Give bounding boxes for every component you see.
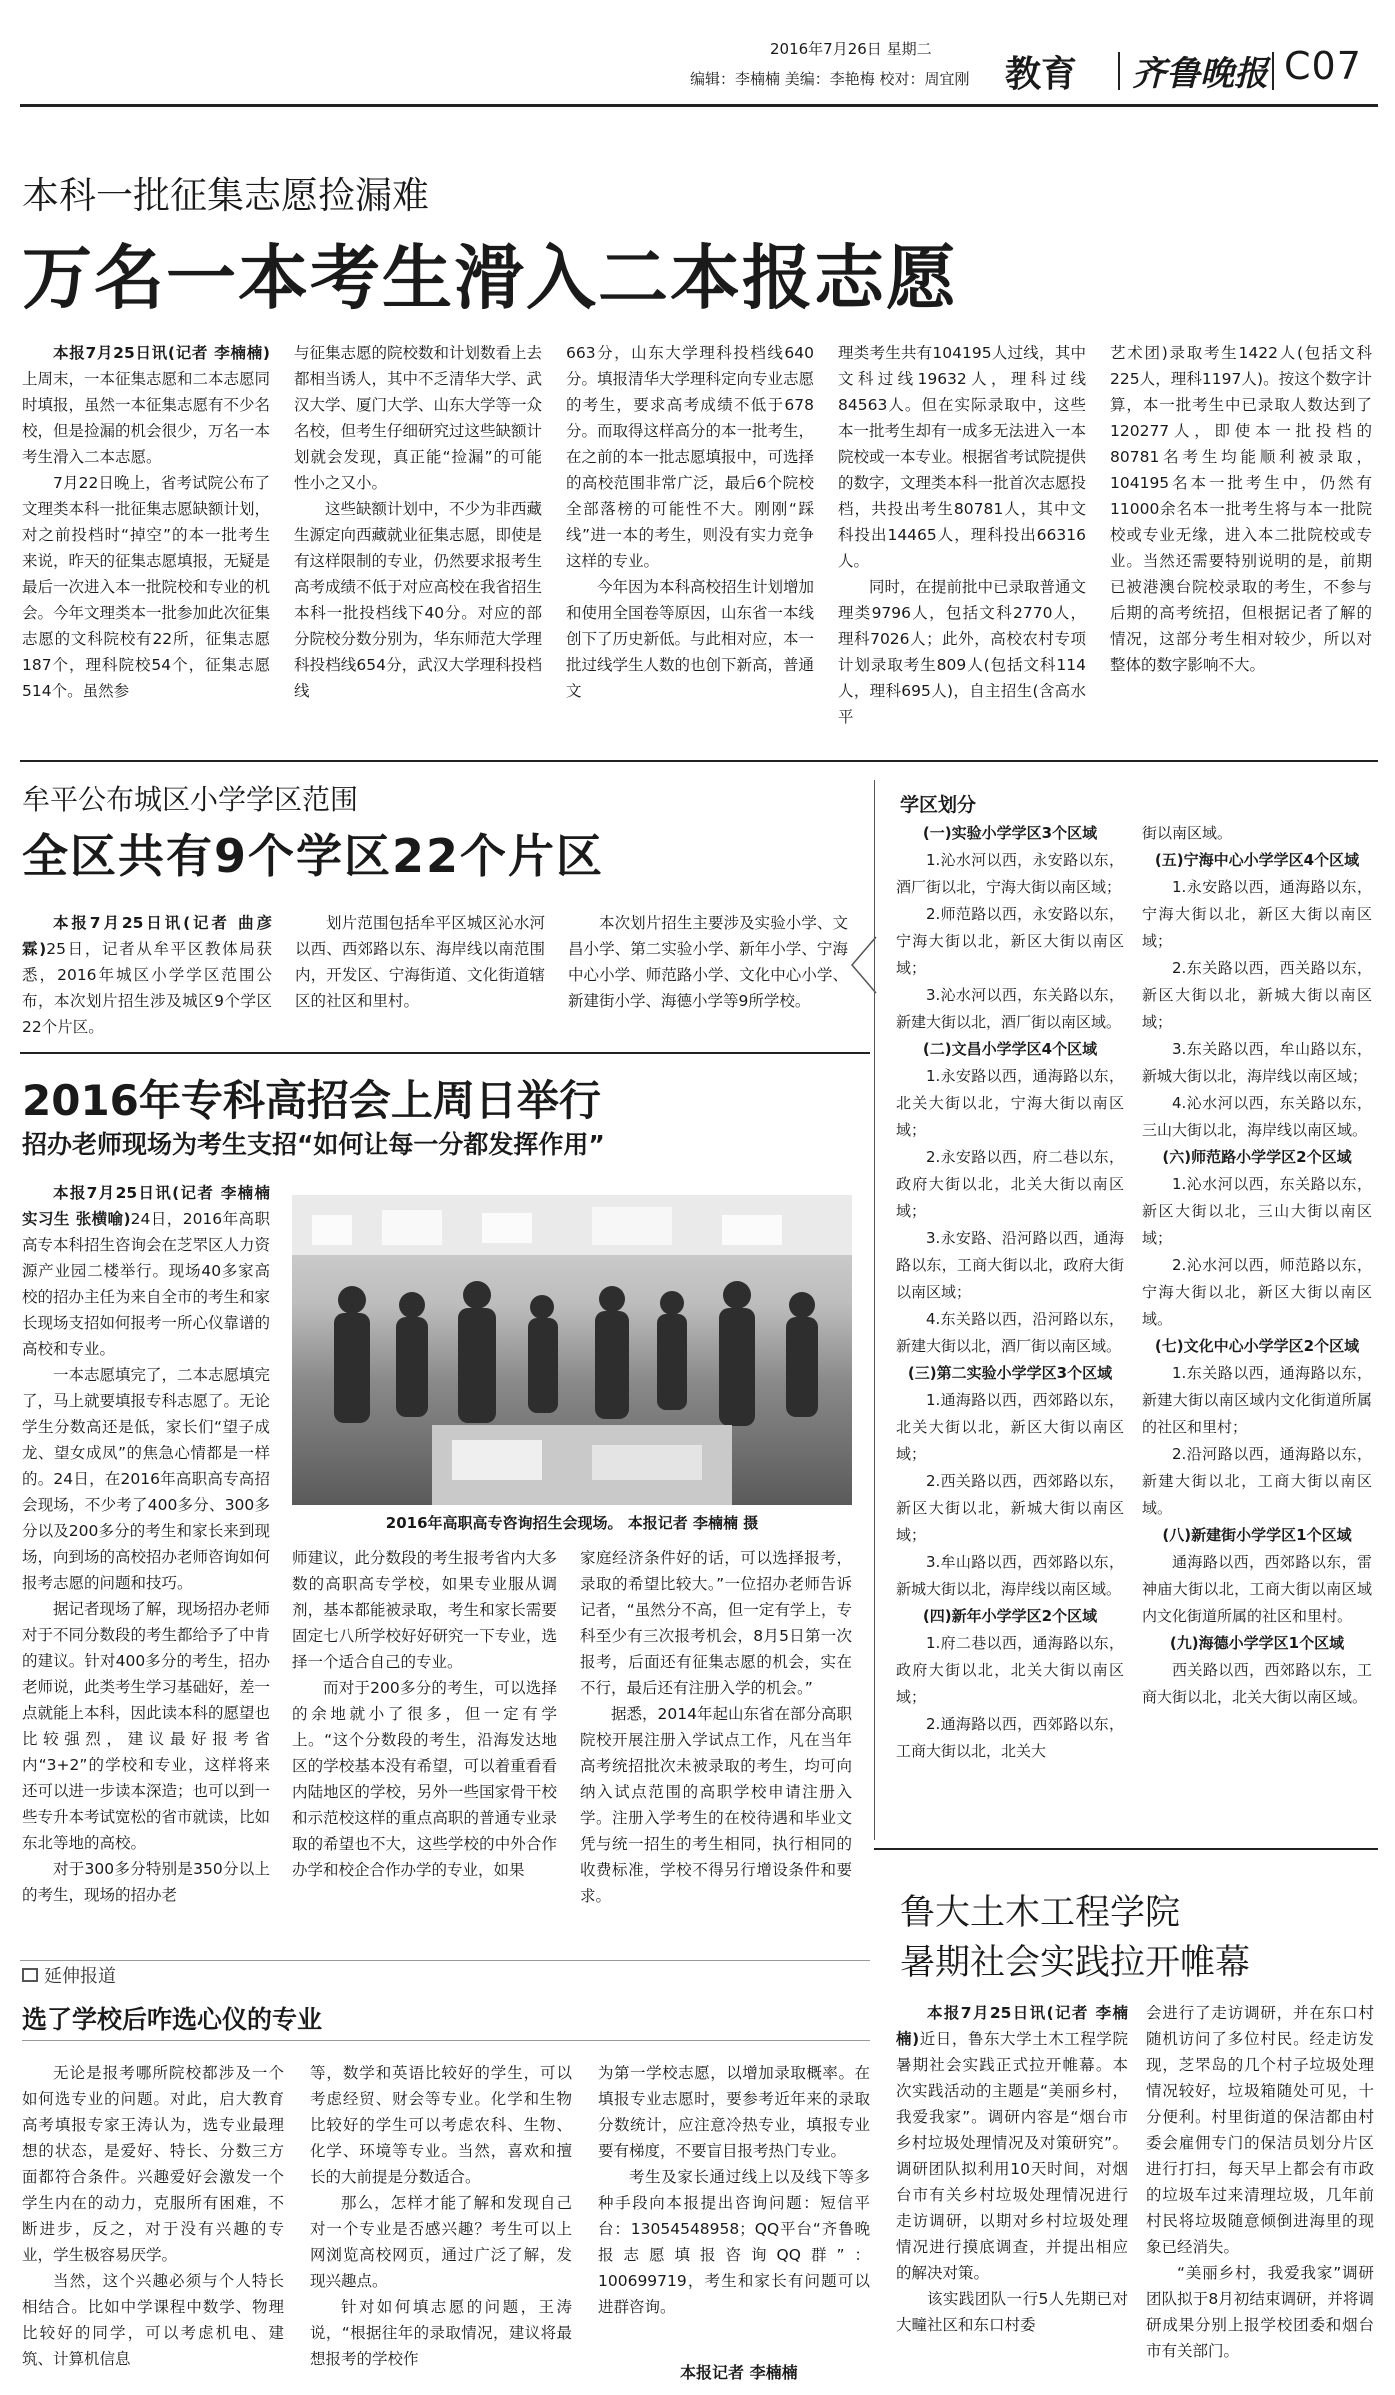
regions-column-a xyxy=(896,820,1124,1830)
region-item: 2.东关路以西，西关路以东，新区大街以北，新城大街以南区域； xyxy=(1142,959,1372,1031)
article1-kicker: 本科一批征集志愿捡漏难 xyxy=(22,174,429,217)
article1-bottom-rule xyxy=(20,760,1378,762)
article4-column-3 xyxy=(598,2060,870,2360)
article4-column-2 xyxy=(310,2060,572,2385)
crowd-photo-illustration xyxy=(292,1195,852,1505)
header-divider xyxy=(1118,52,1120,90)
section-name: 教育 xyxy=(1005,54,1078,95)
article4-text: 等，数学和英语比较好的学生，可以考虑经贸、财会等专业。化学和生物比较好的学生可以考虑农科、生物、化学、环境等专业。当然，喜欢和擅长的大前提是分数适合。 xyxy=(310,2064,572,2186)
article4-signature: 本报记者 李楠楠 xyxy=(680,2363,798,2382)
article1-headline: 万名一本考生滑入二本报志愿 xyxy=(22,237,958,319)
news-photo xyxy=(292,1195,852,1505)
article2-text: 25日，记者从牟平区教体局获悉，2016年城区小学学区范围公布，本次划片招生涉及城区9个学区22个片区。 xyxy=(22,940,272,1036)
article1-text: 663分，山东大学理科投档线640分。填报清华大学理科定向专业志愿的考生，要求高考成绩不低于678分。而取得这样高分的本一批考生，在之前的本一批志愿填报中，可选择的高校范围非常广泛，最后6个院校全部落榜的可能性不大。刚刚“踩线”进一本的考生，则没有实力竞争这样的专业。 xyxy=(566,344,814,570)
region-item: 1.通海路以西，西郊路以东，北关大街以北，新区大街以南区域； xyxy=(896,1391,1124,1463)
article5-headline-line1: 鲁大土木工程学院 xyxy=(900,1893,1181,1933)
header-editors: 编辑：李楠楠 美编：李艳梅 校对：周宜刚 xyxy=(690,70,970,88)
article2-bottom-rule xyxy=(20,1052,870,1054)
article3-headline: 2016年专科高招会上周日举行 xyxy=(22,1076,601,1125)
article1-text: 同时，在提前批中已录取普通文理类9796人，包括文科2770人，理科7026人；此外，高校农村专项计划录取考生809人(包括文科114人，理科695人)，自主招生(含高水平 xyxy=(838,578,1086,726)
article3-text: 师建议，此分数段的考生报考省内大多数的高职高专学校，如果专业服从调剂，基本都能被录取，考生和家长需要固定七八所学校好好研究一下专业，选择一个适合自己的专业。 xyxy=(292,1549,557,1671)
article3-text: 据悉，2014年起山东省在部分高职院校开展注册入学试点工作，凡在当年高考统招批次未被录取的考生，均可向纳入试点范围的高职学校申请注册入学。注册入学考生的在校待遇和毕业文凭与统一招生的考生相同，执行相同的收费标准，学校不得另行增设条件和要求。 xyxy=(580,1705,852,1905)
region-item: 2.师范路以西，永安路以东，宁海大街以北，新区大街以南区域； xyxy=(896,905,1124,977)
region-item: 3.东关路以西，牟山路以东，新城大街以北，海岸线以南区域； xyxy=(1142,1040,1372,1085)
region-item: 4.东关路以西，沿河路以东，新建大街以北，酒厂街以南区域。 xyxy=(896,1310,1124,1355)
article3-text: 24日，2016年高职高专本科招生咨询会在芝罘区人力资源产业园二楼举行。现场40多家高校的招办主任为来自全市的考生和家长现场支招如何报考一所心仪靠谱的高校和专业。 xyxy=(22,1210,270,1358)
article1-column-2 xyxy=(294,340,542,745)
article4-text: 当然，这个兴趣必须与个人特长相结合。比如中学课程中数学、物理比较好的同学，可以考虑机电、建筑、计算机信息 xyxy=(22,2272,284,2368)
region-heading: (六)师范路小学学区2个区域 xyxy=(1162,1148,1352,1166)
region-item: 通海路以西，西郊路以东，雷神庙大街以北，工商大街以南区域内文化街道所属的社区和里村。 xyxy=(1142,1553,1372,1625)
region-item: 1.府二巷以西，通海路以东，政府大街以北，北关大街以南区域； xyxy=(896,1634,1124,1706)
article1-column-3 xyxy=(566,340,814,745)
article1-text: 今年因为本科高校招生计划增加和使用全国卷等原因，山东省一本线创下了历史新低。与此相对应，本一批过线学生人数的也创下新高，普通文 xyxy=(566,578,814,700)
article4-text: 那么，怎样才能了解和发现自己对一个专业是否感兴趣？考生可以上网浏览高校网页，通过广泛了解，发现兴趣点。 xyxy=(310,2194,572,2290)
region-item: 西关路以西，西郊路以东，工商大街以北，北关大街以南区域。 xyxy=(1142,1661,1372,1706)
region-item: 2.通海路以西，西郊路以东，工商大街以北，北关大 xyxy=(896,1715,1124,1760)
article4-headline: 选了学校后咋选心仪的专业 xyxy=(22,2005,323,2034)
article4-top-rule xyxy=(20,1960,870,1961)
article4-column-1 xyxy=(22,2060,284,2385)
article5-column-1 xyxy=(896,2000,1128,2385)
article3-column-2 xyxy=(292,1545,557,1945)
article2-text: 本次划片招生主要涉及实验小学、文昌小学、第二实验小学、新年小学、宁海中心小学、师范路小学、文化中心小学、新建街小学、海德小学等9所学校。 xyxy=(568,914,848,1010)
regions-column-b xyxy=(1142,820,1372,1830)
article5-text: 会进行了走访调研，并在东口村随机访问了多位村民。经走访发现，芝罘岛的几个村子垃圾处理情况较好，垃圾箱随处可见，十分便利。村里街道的保洁都由村委会雇佣专门的保洁员划分片区进行打扫，每天早上都会有市政的垃圾车过来清理垃圾，几年前村民将垃圾随意倾倒进海里的现象已经消失。 xyxy=(1146,2004,1374,2256)
article4-tag xyxy=(22,1962,116,1988)
region-heading: (一)实验小学学区3个区域 xyxy=(922,824,1098,842)
region-item: 1.东关路以西，通海路以东，新建大街以南区域内文化街道所属的社区和里村； xyxy=(1142,1364,1372,1436)
region-item: 2.沿河路以西，通海路以东，新建大街以北，工商大街以南区域。 xyxy=(1142,1445,1372,1517)
header-divider-2 xyxy=(1272,52,1274,90)
article3-subhead: 招办老师现场为考生支招“如何让每一分都发挥作用” xyxy=(22,1130,605,1159)
region-item: 3.永安路、沿河路以西，通海路以东，工商大街以北，政府大街以南区域； xyxy=(896,1229,1124,1301)
region-item: 1.沁水河以西，永安路以东，酒厂街以北，宁海大街以南区域； xyxy=(896,851,1124,896)
article4-head-rule xyxy=(22,2040,870,2041)
newspaper-brand: 齐鲁晚报 xyxy=(1132,54,1268,94)
article1-dateline: 本报7月25日讯(记者 李楠楠) xyxy=(53,344,270,362)
region-item: 2.永安路以西，府二巷以东，政府大街以北，北关大街以南区域； xyxy=(896,1148,1124,1220)
region-item: 2.西关路以西，西郊路以东，新区大街以北，新城大街以南区域； xyxy=(896,1472,1124,1544)
article1-column-5 xyxy=(1110,340,1372,745)
region-heading: (七)文化中心小学学区2个区域 xyxy=(1154,1337,1360,1355)
article1-text: 上周末，一本征集志愿和二本志愿同时填报，虽然一本征集志愿有不少名校，但是捡漏的机会很少，万名一本考生滑入二本志愿。 xyxy=(22,370,270,466)
article2-dateline: 本报7月25日讯(记者 曲彦霖) xyxy=(22,914,272,958)
article3-text: 家庭经济条件好的话，可以选择报考，录取的希望比较大。”一位招办老师告诉记者，“虽然分不高，但一定有学上，专科至少有三次报考机会，8月5日第一次报考，后面还有征集志愿的机会，实在不行，最后还有注册入学的机会。” xyxy=(580,1549,852,1697)
region-item: 4.沁水河以西，东关路以东，三山大街以北，海岸线以南区域。 xyxy=(1142,1094,1372,1139)
article4-tag-label: 延伸报道 xyxy=(44,1966,116,1987)
article4-tag-icon xyxy=(22,1968,38,1982)
article4-text: 考生及家长通过线上以及线下等多种手段向本报提出咨询问题：短信平台：13054548958；QQ平台“齐鲁晚报志愿填报咨询QQ群”：100699719，考生和家长有问题可以进群咨询。 xyxy=(598,2168,870,2316)
region-heading: (三)第二实验小学学区3个区域 xyxy=(907,1364,1113,1382)
article1-text: 理类考生共有104195人过线，其中文科过线19632人，理科过线84563人。但在实际录取中，这些本一批考生却有一成多无法进入一本院校或一本专业。根据省考试院提供的数字，文理类本科一批首次志愿投档，共投出考生80781人，其中文科投出14465人，理科投出66316人。 xyxy=(838,344,1086,570)
article2-kicker: 牟平公布城区小学学区范围 xyxy=(22,783,359,816)
article1-column-4 xyxy=(838,340,1086,745)
region-item: 1.永安路以西，通海路以东，宁海大街以北，新区大街以南区域； xyxy=(1142,878,1372,950)
article3-dateline: 本报7月25日讯(记者 李楠楠 实习生 张横喻) xyxy=(22,1184,270,1228)
article5-column-2 xyxy=(1146,2000,1374,2385)
region-item: 3.沁水河以西，东关路以东，新建大街以北，酒厂街以南区域。 xyxy=(896,986,1124,1031)
article1-text: 7月22日晚上，省考试院公布了文理类本科一批征集志愿缺额计划，对之前投档时“掉空”的本一批考生来说，昨天的征集志愿填报，无疑是最后一次进入本一批院校和专业的机会。今年文理类本一批参加此次征集志愿的文科院校有22所，征集志愿187个，理科院校54个，征集志愿514个。虽然参 xyxy=(22,474,270,700)
region-heading: (五)宁海中心小学学区4个区域 xyxy=(1154,851,1360,869)
article2-column-2 xyxy=(295,910,545,1050)
regions-bottom-rule xyxy=(874,1848,1378,1850)
article4-text: 为第一学校志愿，以增加录取概率。在填报专业志愿时，要参考近年来的录取分数统计，应注意冷热专业，填报专业要有梯度，不要盲目报考热门专业。 xyxy=(598,2064,870,2160)
article5-text: “美丽乡村，我爱我家”调研团队拟于8月初结束调研，并将调研成果分别上报学校团委和烟台市有关部门。 xyxy=(1146,2264,1374,2360)
article1-text: 与征集志愿的院校数和计划数看上去都相当诱人，其中不乏清华大学、武汉大学、厦门大学、山东大学等一众名校，但考生仔细研究过这些缺额计划就会发现，真正能“捡漏”的可能性小之又小。 xyxy=(294,344,542,492)
region-heading: (九)海德小学学区1个区域 xyxy=(1169,1634,1345,1652)
article4-text: 无论是报考哪所院校都涉及一个如何选专业的问题。对此，启大教育高考填报专家王涛认为，选专业最理想的状态，是爱好、特长、分数三方面都符合条件。兴趣爱好会激发一个学生内在的动力，克服所有困难，不断进步，反之，对于没有兴趣的专业，学生极容易厌学。 xyxy=(22,2064,284,2264)
article3-text: 据记者现场了解，现场招办老师对于不同分数段的考生都给予了中肯的建议。针对400多分的考生，招办老师说，此类考生学习基础好，差一点就能上本科，因此读本科的愿望也比较强烈，建议最好报考省内“3+2”的学校和专业，这样将来还可以进一步读本深造；也可以到一些专升本考试宽松的省市就读，比如东北等地的高校。 xyxy=(22,1600,270,1852)
photo-caption: 2016年高职高专咨询招生会现场。 本报记者 李楠楠 摄 xyxy=(385,1514,759,1532)
region-heading: (八)新建街小学学区1个区域 xyxy=(1162,1526,1352,1544)
page-number: C07 xyxy=(1284,44,1362,88)
region-item: 1.永安路以西，通海路以东，北关大街以北，宁海大街以南区域； xyxy=(896,1067,1124,1139)
article3-column-1 xyxy=(22,1180,270,1945)
region-heading: (二)文昌小学学区4个区域 xyxy=(922,1040,1098,1058)
article1-text: 这些缺额计划中，不少为非西藏生源定向西藏就业征集志愿，即使是有这样限制的专业，仍然要求报考生高考成绩不低于对应高校在我省招生本科一批投档线下40分。对应的部分院校分数分别为，华东师范大学理科投档线654分，武汉大学理科投档线 xyxy=(294,500,542,700)
article3-column-3 xyxy=(580,1545,852,1945)
article1-text: 艺术团)录取考生1422人(包括文科225人，理科1197人)。按这个数字计算，本一批考生中已录取人数达到了120277人，即使本一批投档的80781名考生均能顺利被录取，104195名本一批考生中，仍然有11000余名本一批考生将与本一批院校或专业无缘，进入本二批院校或专业。当然还需要特别说明的是，前期已被港澳台院校录取的考生，不参与后期的高考统招，但根据记者了解的情况，这部分考生相对较少，所以对整体的数字影响不大。 xyxy=(1110,344,1372,674)
article2-headline: 全区共有9个学区22个片区 xyxy=(22,829,605,883)
article2-column-3 xyxy=(568,910,848,1050)
region-heading: (四)新年小学学区2个区域 xyxy=(922,1607,1098,1625)
article5-text: 该实践团队一行5人先期已对大疃社区和东口村委 xyxy=(896,2290,1128,2334)
article2-column-1 xyxy=(22,910,272,1050)
article2-text: 划片范围包括牟平区城区沁水河以西、西郊路以东、海岸线以南范围内，开发区、宁海街道、文化街道辖区的社区和里村。 xyxy=(295,914,545,1010)
regions-title: 学区划分 xyxy=(900,794,977,816)
article1-column-1 xyxy=(22,340,270,745)
article3-text: 而对于200多分的考生，可以选择的余地就小了很多，但一定有学上。“这个分数段的考生，沿海发达地区的学校基本没有希望，可以着重看看内陆地区的学校，另外一些国家骨干校和示范校这样的重点高职的普通专业录取的希望也不大，这些学校的中外合作办学和校企合作办学的专业，如果 xyxy=(292,1679,557,1879)
article5-dateline: 本报7月25日讯(记者 李楠楠) xyxy=(896,2004,1128,2048)
header-rule xyxy=(20,104,1378,107)
regions-border-left xyxy=(874,780,875,1840)
article3-text: 一本志愿填完了，二本志愿填完了，马上就要填报专科志愿了。无论学生分数高还是低，家长们“望子成龙、望女成凤”的焦急心情都是一样的。24日，在2016年高职高专高招会现场，不少考了400多分、300多分以及200多分的考生和家长来到现场，向到场的高校招办老师咨询如何报考志愿的问题和技巧。 xyxy=(22,1366,270,1592)
header-date: 2016年7月26日 星期二 xyxy=(770,40,932,58)
region-item: 3.牟山路以西，西郊路以东，新城大街以北，海岸线以南区域。 xyxy=(896,1553,1124,1598)
article4-text: 针对如何填志愿的问题，王涛说，“根据往年的录取情况，建议将最想报考的学校作 xyxy=(310,2298,572,2368)
region-item: 2.沁水河以西，师范路以东，宁海大街以北，新区大街以南区域。 xyxy=(1142,1256,1372,1328)
region-item: 街以南区域。 xyxy=(1142,824,1233,842)
article3-text: 对于300多分特别是350分以上的考生，现场的招办老 xyxy=(22,1860,270,1904)
article5-headline-line2: 暑期社会实践拉开帷幕 xyxy=(900,1943,1251,1983)
region-item: 1.沁水河以西，东关路以东，新区大街以北，三山大街以南区域； xyxy=(1142,1175,1372,1247)
article5-text: 近日，鲁东大学土木工程学院暑期社会实践正式拉开帷幕。本次实践活动的主题是“美丽乡村，我爱我家”。调研内容是“烟台市乡村垃圾处理情况及对策研究”。调研团队拟利用10天时间，对烟台市有关乡村垃圾处理情况进行走访调研，以期对乡村垃圾处理情况进行摸底调查，并提出相应的解决对策。 xyxy=(896,2030,1128,2282)
